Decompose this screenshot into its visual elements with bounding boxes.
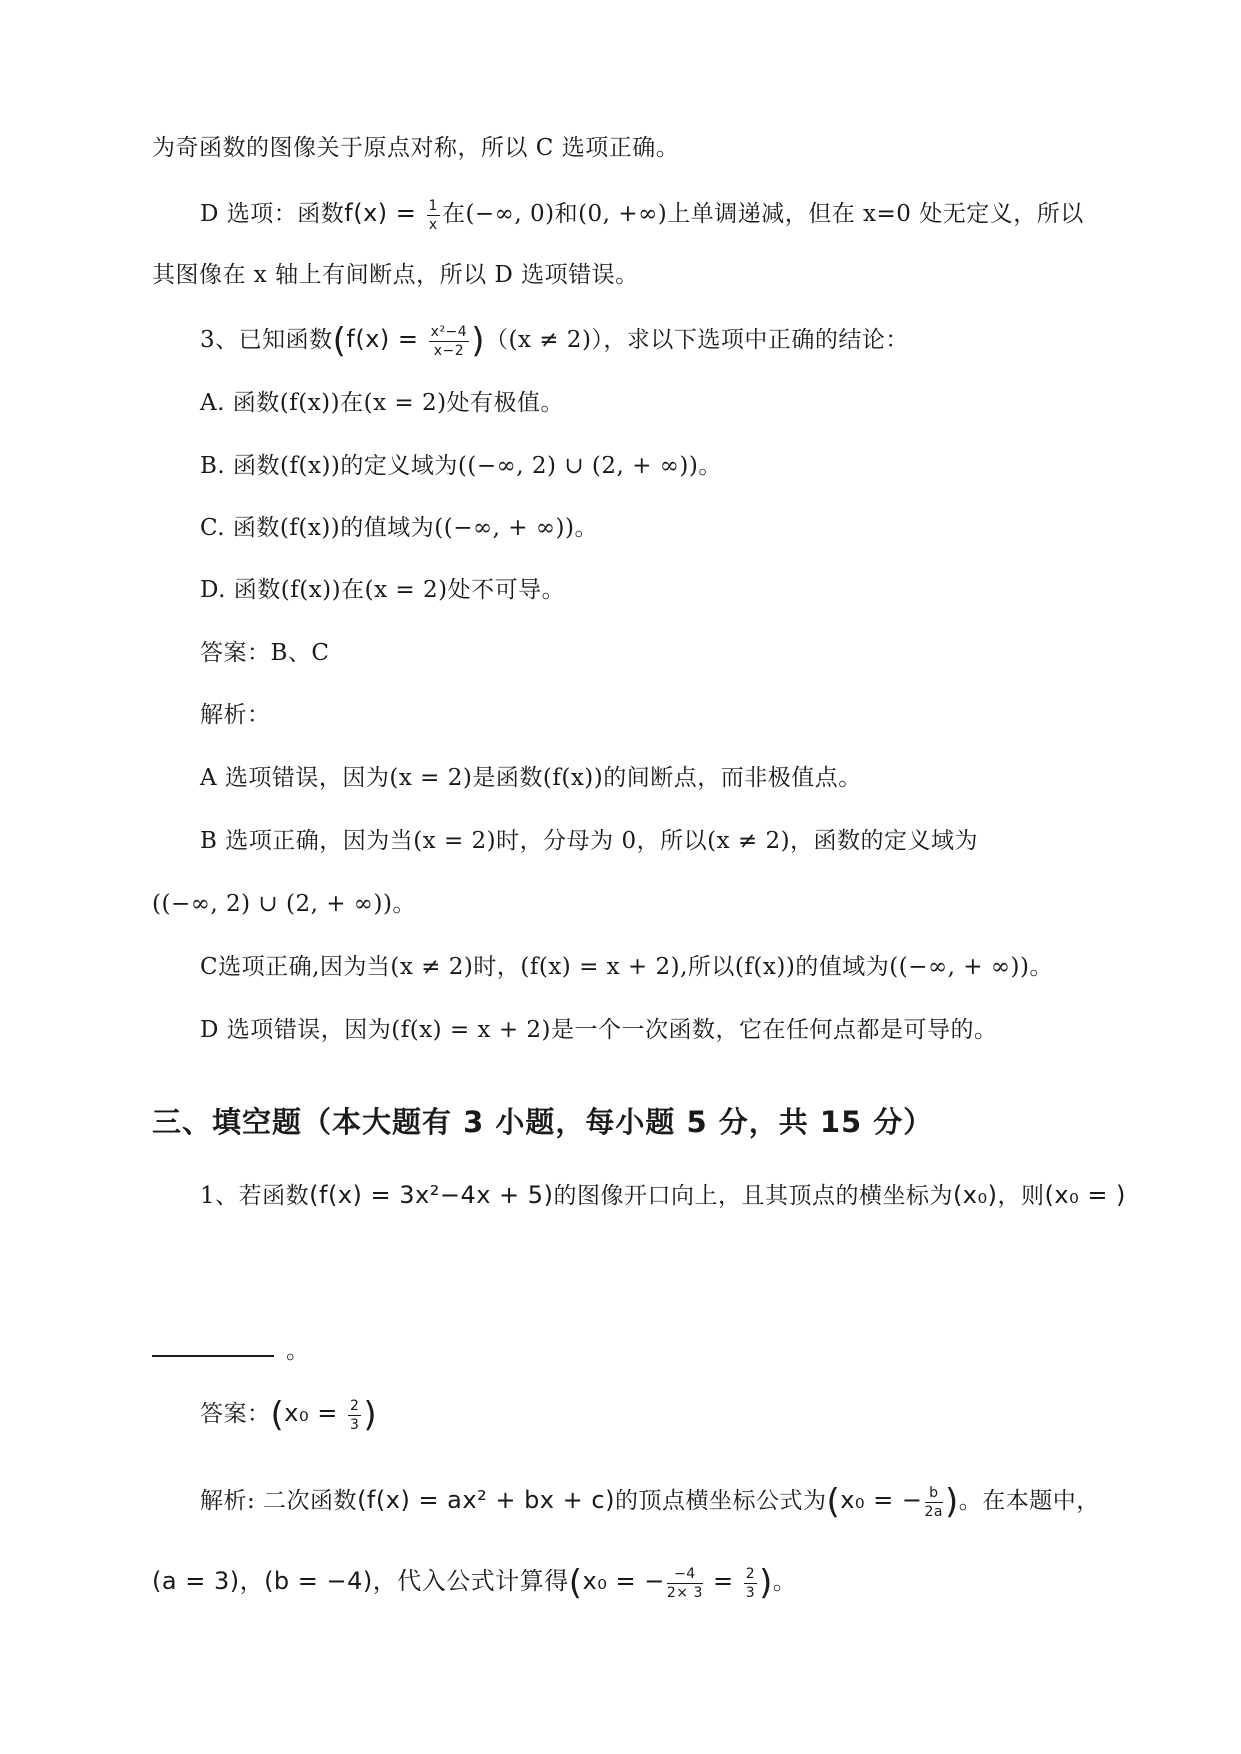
paren-open: ( bbox=[568, 1563, 583, 1603]
fraction-minus4-over-2x3 bbox=[667, 1567, 703, 1600]
section-heading: 三、填空题（本大题有 3 小题，每小题 5 分，共 15 分） bbox=[152, 1105, 934, 1139]
fill-analysis-line2 bbox=[152, 1563, 1151, 1603]
analysis-text: 解析: 二次函数 bbox=[200, 1488, 358, 1514]
math-expression: (f(x) = 3x²−4x + 5) bbox=[309, 1181, 554, 1209]
fill-answer-1 bbox=[200, 1395, 1151, 1435]
fraction-denominator: 3 bbox=[349, 1416, 360, 1433]
question-text: 3、已知函数 bbox=[200, 327, 333, 353]
math-expression: f(x) = bbox=[344, 199, 425, 227]
text-segment: 在(−∞, 0)和(0, +∞)上单调递减，但在 x=0 处无定义，所以 bbox=[441, 201, 1084, 227]
explanation-d: D 选项错误，因为(f(x) = x + 2)是一个一次函数，它在任何点都是可导的。 bbox=[200, 1017, 998, 1043]
paren-open: ( bbox=[332, 321, 347, 361]
fraction-numerator: 2 bbox=[745, 1565, 756, 1582]
fraction-numerator: b bbox=[925, 1486, 944, 1503]
option-d: D. 函数(f(x))在(x = 2)处不可导。 bbox=[200, 577, 566, 603]
analysis-text: (a = 3)，(b = −4)，代入公式计算得 bbox=[152, 1567, 569, 1595]
fraction-numerator: −4 bbox=[667, 1567, 703, 1584]
math-expression: f(x) = bbox=[346, 325, 427, 353]
analysis-label: 解析： bbox=[200, 702, 271, 728]
answer-blank bbox=[152, 1355, 274, 1357]
math-expression: x₀ = bbox=[284, 1399, 346, 1427]
math-expression: (f(x) = ax² + bx + c) bbox=[357, 1486, 615, 1514]
paren-close: ) bbox=[759, 1563, 773, 1603]
fraction-denominator: 2× 3 bbox=[666, 1584, 703, 1601]
explanation-b-line2: ((−∞, 2) ∪ (2, + ∞))。 bbox=[152, 891, 416, 917]
paren-close: ) bbox=[471, 321, 485, 361]
question-text: 1、若函数 bbox=[200, 1183, 310, 1209]
analysis-text: 的顶点横坐标公式为 bbox=[614, 1488, 827, 1514]
answer-q3: 答案：B、C bbox=[200, 640, 330, 666]
option-a: A. 函数(f(x))在(x = 2)处有极值。 bbox=[200, 390, 565, 416]
math-expression: x₀ = − bbox=[840, 1486, 923, 1514]
fraction-denominator: 3 bbox=[745, 1584, 756, 1601]
fraction-two-thirds bbox=[744, 1567, 757, 1600]
math-equals: = bbox=[704, 1567, 742, 1595]
fraction-numerator: 1 bbox=[428, 197, 438, 214]
fraction-denominator: x bbox=[428, 216, 438, 233]
fraction-numerator: x²−4 bbox=[430, 323, 468, 340]
analysis-text: 。在本题中， bbox=[958, 1488, 1100, 1514]
option-b: B. 函数(f(x))的定义域为((−∞, 2) ∪ (2, + ∞))。 bbox=[200, 453, 722, 479]
analysis-text: 。 bbox=[772, 1569, 797, 1595]
blank-period: 。 bbox=[286, 1338, 309, 1364]
math-x0-equals: (x₀ = ) bbox=[1044, 1181, 1126, 1209]
explanation-c: C选项正确,因为当(x ≠ 2)时，(f(x) = x + 2),所以(f(x))的值域为((−∞, + ∞))。 bbox=[200, 954, 1053, 980]
math-x0: (x₀) bbox=[952, 1181, 998, 1209]
explanation-b-line1: B 选项正确，因为当(x = 2)时，分母为 0，所以(x ≠ 2)，函数的定义域为 bbox=[200, 828, 979, 854]
fraction-numerator: 2 bbox=[349, 1397, 360, 1414]
text-line-option-d bbox=[200, 196, 1151, 232]
question-text: 的图像开口向上，且其顶点的横坐标为 bbox=[553, 1183, 953, 1209]
option-c: C. 函数(f(x))的值域为((−∞, + ∞))。 bbox=[200, 515, 598, 541]
question-3 bbox=[200, 321, 1151, 361]
text-line-1: 为奇函数的图像关于原点对称，所以 C 选项正确。 bbox=[152, 135, 680, 161]
fill-analysis-line1 bbox=[200, 1482, 1151, 1522]
question-text: （(x ≠ 2)），求以下选项中正确的结论： bbox=[484, 327, 909, 353]
paren-open: ( bbox=[270, 1395, 285, 1435]
fraction-denominator: 2a bbox=[924, 1503, 944, 1520]
fraction-two-thirds bbox=[348, 1399, 361, 1432]
text-segment: D 选项：函数 bbox=[200, 201, 345, 227]
fraction-denominator: x−2 bbox=[433, 342, 465, 359]
answer-label: 答案： bbox=[200, 1401, 271, 1427]
fraction-q3 bbox=[429, 325, 470, 358]
paren-open: ( bbox=[826, 1482, 841, 1522]
math-expression: x₀ = − bbox=[582, 1567, 665, 1595]
fraction-b-over-2a bbox=[925, 1486, 944, 1519]
paren-close: ) bbox=[363, 1395, 378, 1435]
fill-question-1 bbox=[200, 1178, 1151, 1213]
explanation-a: A 选项错误，因为(x = 2)是函数(f(x))的间断点，而非极值点。 bbox=[200, 765, 862, 791]
fraction-1-over-x bbox=[427, 199, 440, 232]
text-line-3: 其图像在 x 轴上有间断点，所以 D 选项错误。 bbox=[152, 262, 639, 288]
paren-close: ) bbox=[945, 1482, 959, 1522]
question-text: ，则 bbox=[997, 1183, 1045, 1209]
